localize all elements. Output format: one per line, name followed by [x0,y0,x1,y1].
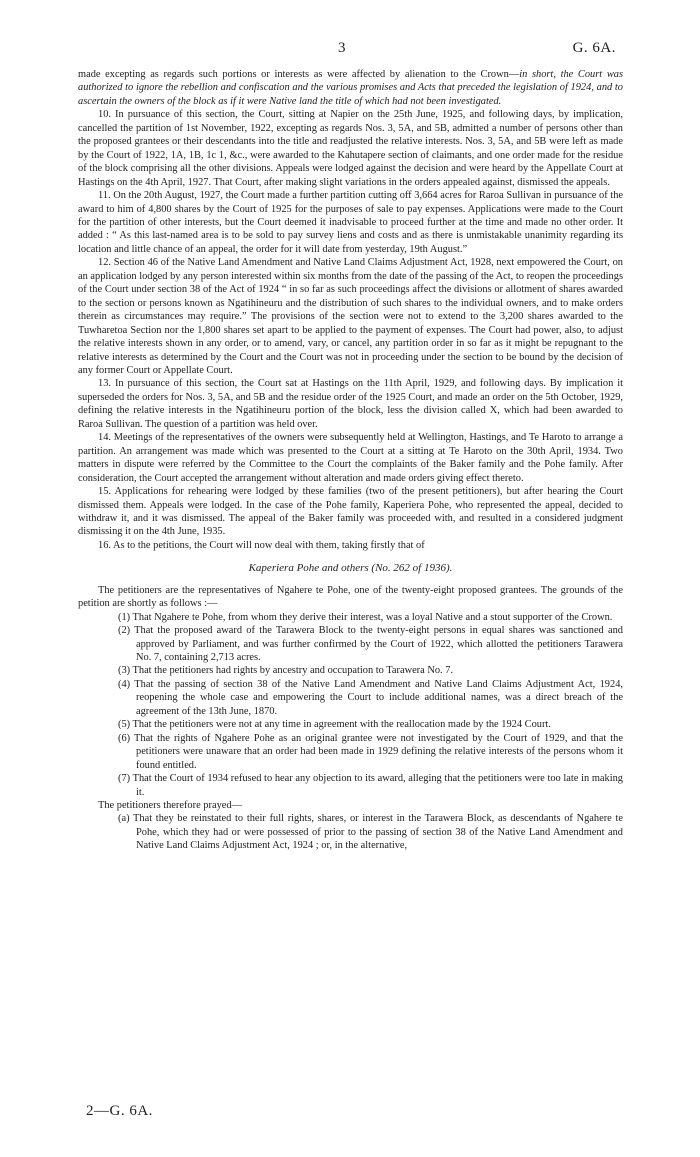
paragraph-13: 13. In pursuance of this section, the Court sat at Hastings on the 11th April, 1929, and following days. By implication it superseded the orders for Nos. 3, 5A, and 5B and the residue order of the 1925 Court, and made an order on the 5th October, 1929, defining the relative interests in the Ngatihineuru portion of the block, less the division called X, which had been awarded to Raroa Sullivan. The question of a partition was held over. [78,378,623,430]
body-text [78,68,623,853]
ground-1: (1) That Ngahere te Pohe, from whom they derive their interest, was a loyal Native and a stout supporter of the Crown. [118,611,613,623]
paragraph-10: 10. In pursuance of this section, the Court, sitting at Napier on the 25th June, 1925, and following days, by implication, cancelled the partition of 1st November, 1922, excepting as regards Nos. 3, 5A, and 5B, admitted a number of persons other than the proposed grantees or their descendants into the title and readjusted the relative interests. Nos. 3, 5A, and 5B were left as made by the Court of 1922, 1A, 1B, 1c 1, &c., were awarded to the Kahutapere section of claimants, and one order made for the residue of the block comprising all the other divisions. Appeals were lodged against the decision and were heard by the Appellate Court at Hastings on the 4th April, 1927. That Court, after making slight variations in the orders appealed against, dismissed the appeals. [78,109,623,188]
continuation-italic: in short, the Court was authorized to ignore the rebellion and confiscation and the various promises and Acts that preceded the legislation of 1924, and to ascertain the owners of the block as if it were Native land the title of which had not been investigated. [78,69,623,107]
ground-4: (4) That the passing of section 38 of the Native Land Amendment and Native Land Claims Adjustment Act, 1924, reopening the whole case and empowering the Court to include additional names, was a direct breach of the agreement of the 13th June, 1870. [118,678,623,717]
continuation-lead: made excepting as regards such portions or interests as were affected by alienation to the Crown— [78,69,520,80]
footer-reference: 2—G. 6A. [86,1103,153,1119]
paragraph-16: 16. As to the petitions, the Court will now deal with them, taking firstly that of [98,539,425,551]
prayer-intro: The petitioners therefore prayed— [98,800,242,812]
ground-2: (2) That the proposed award of the Tarawera Block to the twenty-eight persons in equal shares was sanctioned and approved by Parliament, and was further confirmed by the Court of 1922, which allotted the petitioners Tarawera No. 7, containing 2,713 acres. [118,625,623,664]
continuation-paragraph [78,68,623,108]
document-reference: G. 6A. [572,40,616,56]
paragraph-15: 15. Applications for rehearing were lodged by these families (two of the present petitioners), but after hearing the Court dismissed them. Appeals were lodged. In the case of the Pohe family, Kaperiera Pohe, who represented the appeal, decided to withdraw it, and it was dismissed. The appeal of the Baker family was proceeded with, and resulted in a considered judgment dismissing it on the 4th June, 1935. [78,486,623,538]
page-number: 3 [338,40,346,56]
section-heading: Kaperiera Pohe and others (No. 262 of 1936). [248,562,453,575]
ground-3: (3) That the petitioners had rights by ancestry and occupation to Tarawera No. 7. [118,665,454,677]
ground-6: (6) That the rights of Ngahere Pohe as an original grantee were not investigated by the Court of 1929, and that the petitioners were unaware that an order had been made in 1929 defining the relative interests of the persons whom it found entitled. [118,732,623,771]
paragraph-14: 14. Meetings of the representatives of the owners were subsequently held at Wellington, Hastings, and Te Haroto to arrange a partition. An arrangement was made which was presented to the Court at a sitting at Te Haroto on the 30th April, 1934. Two matters in dispute were referred by the Committee to the Court the complaints of the Baker family and the Pohe family. After consideration, the Court accepted the arrangement without alteration and made orders giving effect thereto. [78,432,623,484]
ground-5: (5) That the petitioners were not at any time in agreement with the reallocation made by the 1924 Court. [118,719,551,731]
prayer-a: (a) That they be reinstated to their full rights, shares, or interest in the Tarawera Block, as descendants of Ngahere te Pohe, which they had or were possessed of prior to the passing of section 38 of the Native Land Amendment and Native Land Claims Adjustment Act, 1924 ; or, in the alternative, [118,813,623,852]
petition-intro: The petitioners are the representatives of Ngahere te Pohe, one of the twenty-eight proposed grantees. The grounds of the petition are shortly as follows :— [78,584,623,610]
paragraph-11: 11. On the 20th August, 1927, the Court made a further partition cutting off 3,664 acres for Raroa Sullivan in pursuance of the award to him of 4,800 shares by the Court of 1925 for the purposes of sale to pay expenses. Applications were made to the Court for the partition of other interests, but the Court deemed it inadvisable to proceed further at the time and made no other order. It added : “ As this last-named area is to be sold to pay survey liens and costs and as there is unmistakable unanimity regarding its location and little chance of an appeal, the order for it will date from yesterday, 19th August.” [78,190,623,255]
paragraph-12: 12. Section 46 of the Native Land Amendment and Native Land Claims Adjustment Act, 1928, next empowered the Court, on an application lodged by any person interested within six months from the date of the passing of the Act, to reopen the proceedings of the Court under section 38 of the Act of 1924 “ in so far as such proceedings affect the divisions or allotment of shares awarded to the section or persons known as Ngatihineuru and the distribution of such shares to the individual owners, and to make orders therein as circumstances may require.” The provisions of the section were not to extend to the 3,200 shares awarded to the Tuwharetoa Section nor the 1,800 shares set apart to be applied to the payment of expenses. The Court had power, also, to adjust the relative interests shown in any order, or to amend, vary, or cancel, any partition order in so far as it might be repugnant to the relative interests as determined by the Court and the Court was not in proceeding under the section to be bound by the decision of any former Court or Appellate Court. [78,257,623,376]
ground-7: (7) That the Court of 1934 refused to hear any objection to its award, alleging that the petitioners were too late in making it. [118,773,623,798]
